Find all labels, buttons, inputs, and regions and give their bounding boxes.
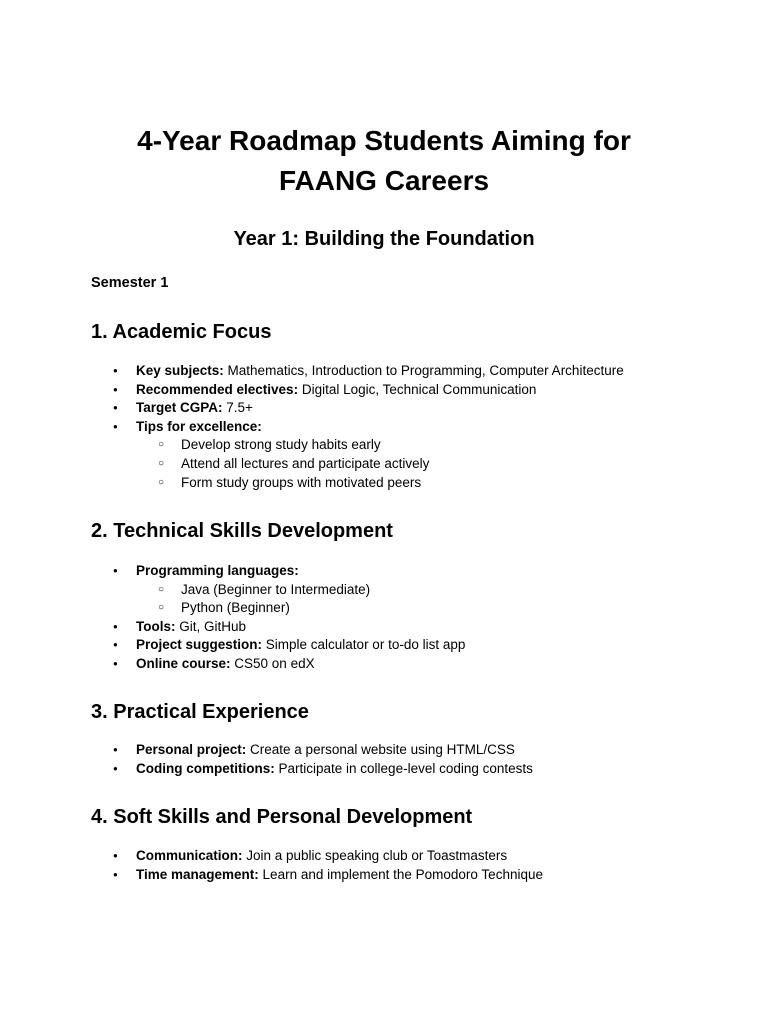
section-heading-soft-skills: 4. Soft Skills and Personal Development [91, 806, 473, 828]
list-item [0, 636, 700, 655]
list-item [0, 562, 700, 618]
practical-experience-list [0, 741, 700, 778]
item-text: Digital Logic, Technical Communication [298, 381, 537, 397]
semester-label: Semester 1 [91, 275, 169, 291]
item-label: Project suggestion: [136, 637, 263, 653]
sublist-item: ○ Form study groups with motivated peers [136, 474, 700, 493]
item-label: Communication: [136, 848, 243, 863]
languages-sublist [136, 581, 700, 618]
section-heading-academic-focus: 1. Academic Focus [91, 321, 272, 343]
item-label: Target CGPA: [136, 400, 223, 416]
item-text: Simple calculator or to-do list app [262, 637, 466, 653]
soft-skills-list [0, 847, 700, 884]
academic-focus-list [0, 362, 700, 492]
list-item [0, 399, 700, 418]
section-heading-practical-experience: 3. Practical Experience [91, 701, 309, 723]
item-label: Coding competitions: [136, 760, 275, 776]
item-label: Programming languages: [136, 563, 299, 578]
item-label: Tips for excellence: [136, 418, 262, 434]
list-item [0, 866, 700, 885]
sublist-item: ○ Attend all lectures and participate actively [136, 455, 700, 474]
sublist-item: ○ Python (Beginner) [136, 599, 700, 618]
item-label: Online course: [136, 655, 231, 671]
document-title [0, 121, 768, 201]
item-label: Personal project: [136, 742, 247, 757]
item-text: Participate in college-level coding contests [274, 760, 533, 776]
technical-skills-list [0, 562, 700, 674]
list-item [0, 741, 700, 760]
sublist-item: ○ Java (Beginner to Intermediate) [136, 581, 700, 600]
item-text: Mathematics, Introduction to Programming, Computer Architecture [223, 363, 624, 378]
item-text: Git, GitHub [175, 618, 247, 634]
sublist-item: ○ Develop strong study habits early [136, 436, 700, 455]
item-text: CS50 on edX [230, 655, 315, 671]
list-item [0, 362, 700, 381]
item-label: Key subjects: [136, 363, 224, 378]
tips-sublist [136, 436, 700, 492]
year-heading: Year 1: Building the Foundation [233, 228, 535, 250]
item-text: Create a personal website using HTML/CSS [246, 742, 515, 757]
title-line-2: FAANG Careers [278, 165, 490, 196]
item-label: Tools: [136, 618, 176, 634]
section-heading-technical-skills: 2. Technical Skills Development [91, 520, 393, 542]
item-text: Join a public speaking club or Toastmasters [242, 848, 508, 863]
list-item [0, 847, 700, 866]
item-text: 7.5+ [222, 400, 253, 416]
list-item [0, 418, 700, 492]
list-item [0, 760, 700, 779]
title-line-1: 4-Year Roadmap Students Aiming for [137, 125, 631, 156]
item-label: Recommended electives: [136, 381, 299, 397]
item-text: Learn and implement the Pomodoro Technique [258, 866, 543, 882]
list-item [0, 655, 700, 674]
list-item [0, 618, 700, 637]
item-label: Time management: [136, 866, 259, 882]
list-item [0, 381, 700, 400]
